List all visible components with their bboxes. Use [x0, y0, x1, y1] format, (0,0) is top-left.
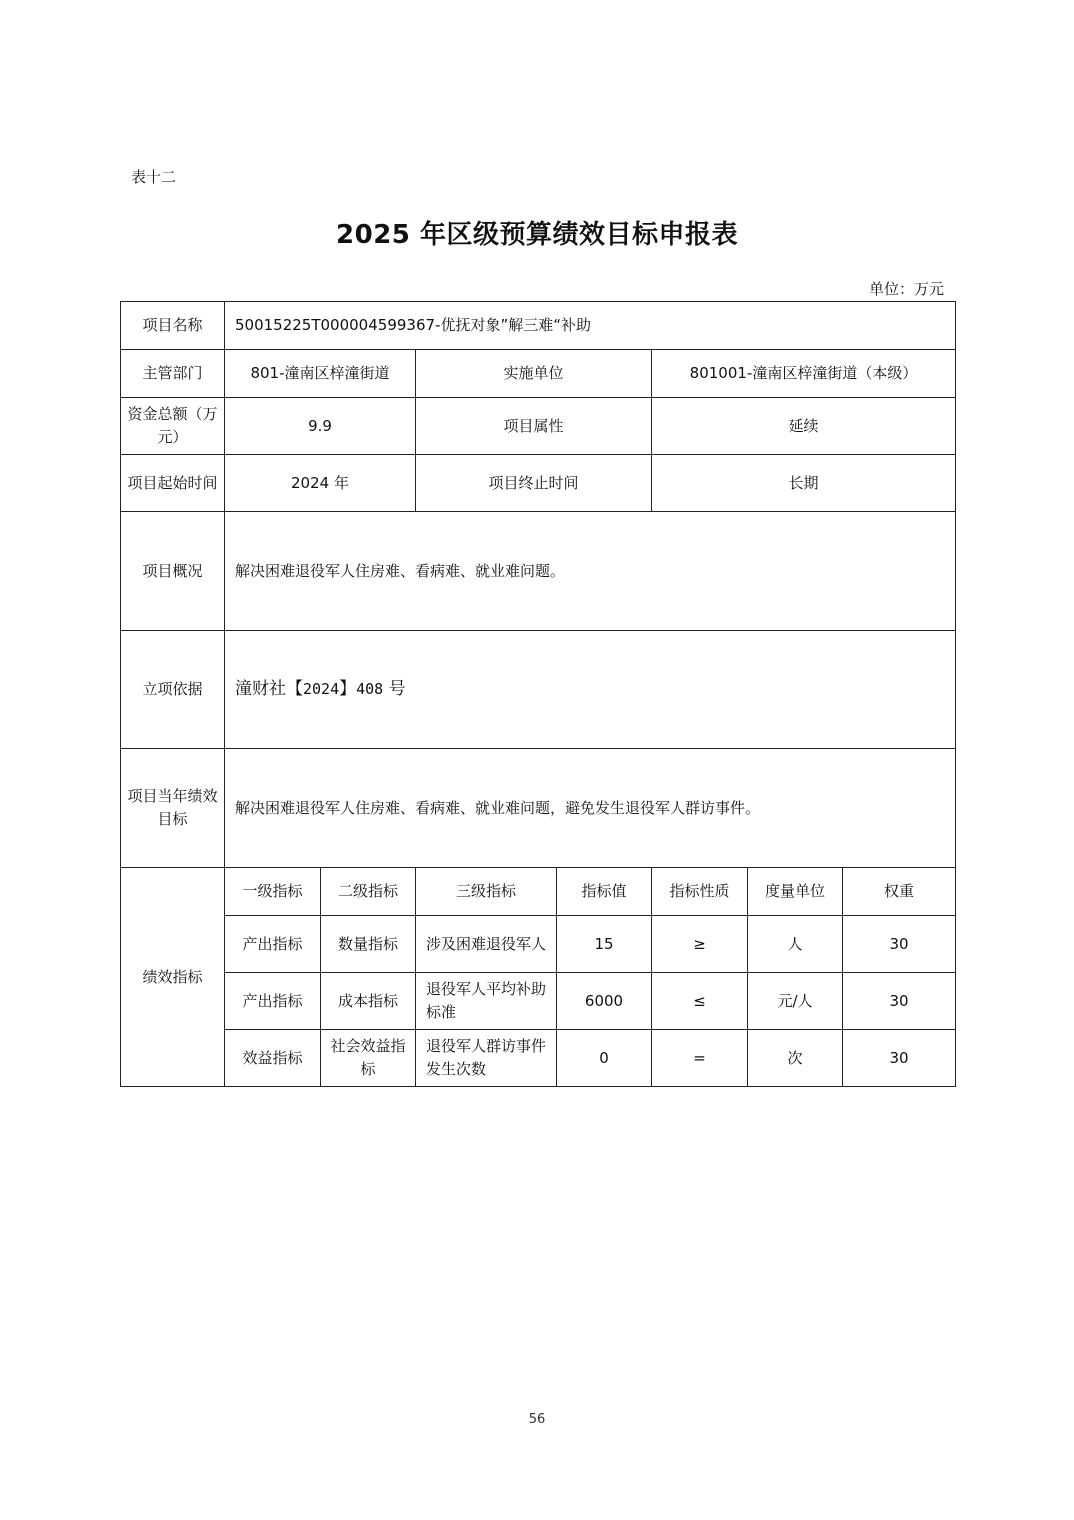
- perf-indicators-label: 绩效指标: [121, 868, 225, 1087]
- table-row: [121, 1030, 956, 1087]
- page-title: 2025 年区级预算绩效目标申报表: [336, 220, 738, 250]
- funds-label: 资金总额（万元）: [121, 398, 225, 455]
- overview-value: 解决困难退役军人住房难、看病难、就业难问题。: [225, 512, 956, 631]
- basis-bracket: 】: [339, 679, 357, 699]
- impl-unit-label: 实施单位: [416, 350, 652, 398]
- project-name-value: 50015225T000004599367-优抚对象”解三难“补助: [225, 302, 956, 350]
- cell-level1: 产出指标: [225, 973, 321, 1030]
- cell-level3: 涉及困难退役军人: [416, 916, 557, 973]
- cell-level1: 效益指标: [225, 1030, 321, 1087]
- cell-weight: 30: [843, 973, 956, 1030]
- cell-level2: 社会效益指标: [321, 1030, 416, 1087]
- header-value: 指标值: [557, 868, 652, 916]
- basis-prefix: 潼财社【: [235, 679, 303, 699]
- dept-value: 801-潼南区梓潼街道: [225, 350, 416, 398]
- header-weight: 权重: [843, 868, 956, 916]
- cell-nature: ≥: [652, 916, 748, 973]
- annual-goal-label: 项目当年绩效目标: [121, 749, 225, 868]
- end-time-label: 项目终止时间: [416, 455, 652, 512]
- header-level2: 二级指标: [321, 868, 416, 916]
- project-attr-value: 延续: [652, 398, 956, 455]
- cell-weight: 30: [843, 916, 956, 973]
- annual-goal-value: 解决困难退役军人住房难、看病难、就业难问题，避免发生退役军人群访事件。: [225, 749, 956, 868]
- cell-unit: 元/人: [748, 973, 843, 1030]
- header-nature: 指标性质: [652, 868, 748, 916]
- project-attr-label: 项目属性: [416, 398, 652, 455]
- overview-label: 项目概况: [121, 512, 225, 631]
- cell-weight: 30: [843, 1030, 956, 1087]
- cell-level3: 退役军人平均补助标准: [416, 973, 557, 1030]
- project-name-label: 项目名称: [121, 302, 225, 350]
- impl-unit-value: 801001-潼南区梓潼街道（本级）: [652, 350, 956, 398]
- funds-value: 9.9: [225, 398, 416, 455]
- cell-level3: 退役军人群访事件发生次数: [416, 1030, 557, 1087]
- basis-number: 408: [356, 680, 384, 698]
- cell-level1: 产出指标: [225, 916, 321, 973]
- basis-year: 2024: [303, 680, 340, 698]
- start-time-value: 2024 年: [225, 455, 416, 512]
- cell-value: 6000: [557, 973, 652, 1030]
- cell-level2: 数量指标: [321, 916, 416, 973]
- header-level3: 三级指标: [416, 868, 557, 916]
- unit-note: 单位：万元: [868, 280, 944, 298]
- start-time-label: 项目起始时间: [121, 455, 225, 512]
- cell-unit: 次: [748, 1030, 843, 1087]
- cell-unit: 人: [748, 916, 843, 973]
- cell-nature: =: [652, 1030, 748, 1087]
- basis-label: 立项依据: [121, 631, 225, 749]
- basis-value: [225, 631, 956, 749]
- cell-nature: ≤: [652, 973, 748, 1030]
- budget-performance-form: [120, 301, 956, 1087]
- cell-level2: 成本指标: [321, 973, 416, 1030]
- table-row: [121, 973, 956, 1030]
- header-unit: 度量单位: [748, 868, 843, 916]
- header-level1: 一级指标: [225, 868, 321, 916]
- basis-suffix: 号: [383, 679, 406, 699]
- page-number: 56: [528, 1412, 546, 1427]
- cell-value: 0: [557, 1030, 652, 1087]
- end-time-value: 长期: [652, 455, 956, 512]
- cell-value: 15: [557, 916, 652, 973]
- dept-label: 主管部门: [121, 350, 225, 398]
- table-number-label: 表十二: [131, 168, 177, 186]
- table-row: [121, 916, 956, 973]
